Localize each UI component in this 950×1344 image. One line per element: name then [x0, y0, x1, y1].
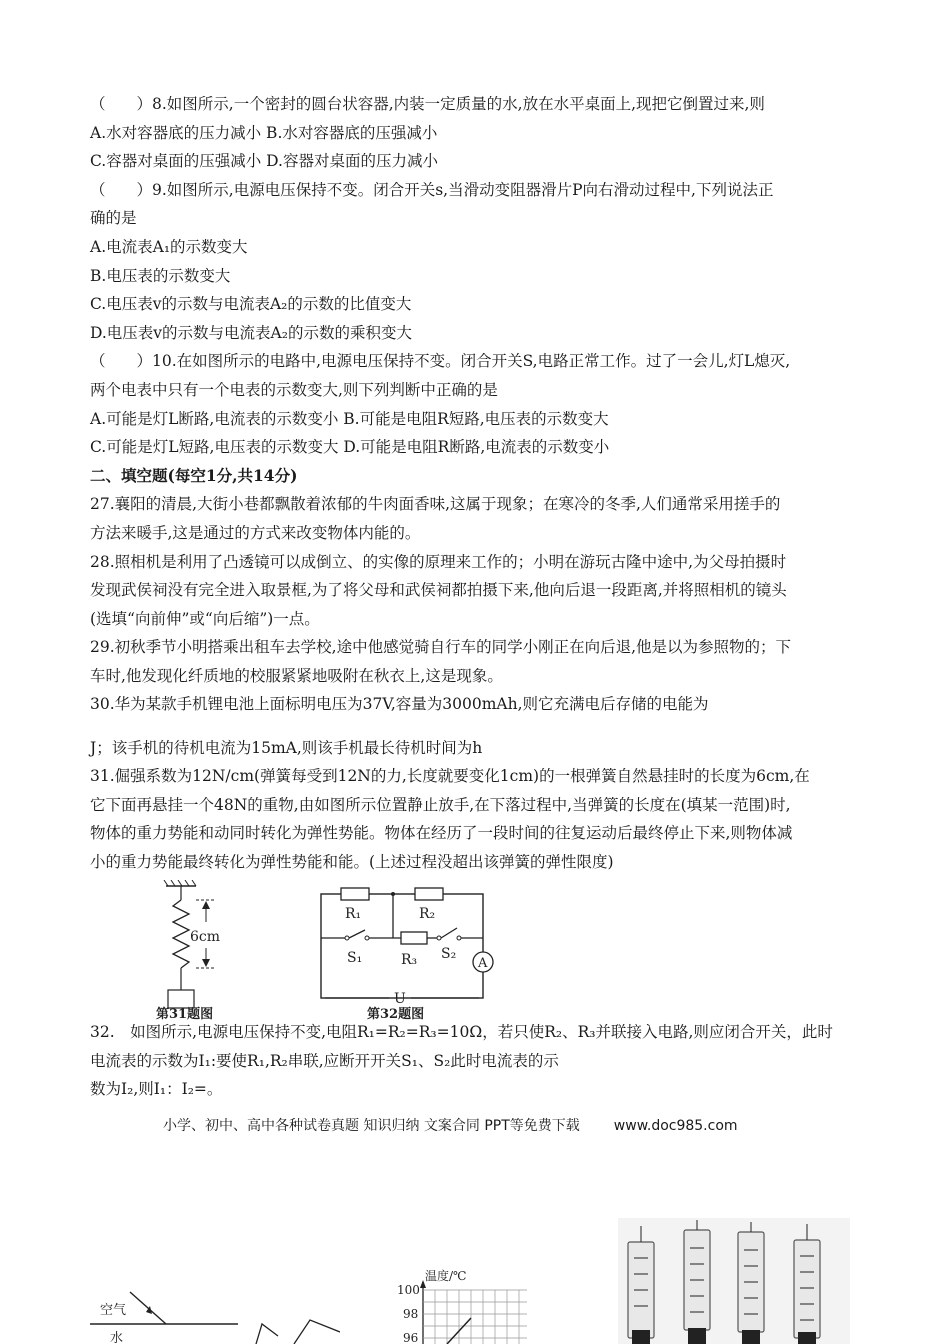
q8-options-cd: C.容器对桌面的压强减小 D.容器对桌面的压力减小 — [90, 152, 438, 170]
temperature-graph — [395, 1268, 535, 1344]
q10-options-cd: C.可能是灯L短路,电压表的示数变大 D.可能是电阻R断路,电流表的示数变小 — [90, 438, 610, 456]
q9-option-b: B.电压表的示数变大 — [90, 267, 231, 285]
r1-label: R₁ — [345, 906, 362, 922]
q10-stem-line1: （ ）10.在如图所示的电路中,电源电压保持不变。闭合开关S,电路正常工作。过了一会儿,灯L熄灭, — [90, 352, 791, 370]
q31-line2: 它下面再悬挂一个48N的重物,由如图所示位置静止放手,在下落过程中,当弹簧的长度在(填某一范围)时, — [90, 796, 791, 814]
refraction-figure — [90, 1280, 340, 1344]
q32-line3: 数为I₂,则I₁：I₂=。 — [90, 1080, 223, 1098]
s1-label: S₁ — [347, 950, 363, 966]
section-heading: 二、填空题(每空1分,共14分) — [90, 466, 298, 485]
voltage-label: U — [394, 991, 406, 1007]
fig31-caption: 第31题图 — [156, 1007, 214, 1020]
q9-option-a: A.电流表A₁的示数变大 — [90, 238, 248, 256]
footer-text: 小学、初中、高中各种试卷真题 知识归纳 文案合同 PPT等免费下载 — [163, 1118, 580, 1134]
air-label: 空气 — [100, 1303, 127, 1318]
r2-label: R₂ — [419, 906, 436, 922]
graph-ylabel: 温度/℃ — [425, 1269, 467, 1283]
spring-length-label: 6cm — [190, 929, 221, 945]
q32-line2: 电流表的示数为I₁:要使R₁,R₂串联,应断开开关S₁、S₂此时电流表的示 — [90, 1052, 559, 1070]
q31-line1: 31.倔强系数为12N/cm(弹簧每受到12N的力,长度就要变化1cm)的一根弹簧自然悬挂时的长度为6cm,在 — [90, 767, 810, 785]
fig32-caption: 第32题图 — [367, 1007, 425, 1022]
q10-options-ab: A.可能是灯L断路,电流表的示数变小 B.可能是电阻R短路,电压表的示数变大 — [90, 410, 609, 428]
q9-stem-line2: 确的是 — [90, 209, 137, 227]
q28-line1: 28.照相机是利用了凸透镜可以成倒立、的实像的原理来工作的；小明在游玩古隆中途中,为父母拍摄时 — [90, 553, 787, 571]
q28-line2: 发现武侯祠没有完全进入取景框,为了将父母和武侯祠都拍摄下来,他向后退一段距离,并将照相机的镜头 — [90, 581, 787, 599]
q9-option-c: C.电压表v的示数与电流表A₂的示数的比值变大 — [90, 295, 412, 313]
spring-figure — [140, 880, 250, 1020]
water-label: 水 — [110, 1331, 124, 1344]
tick-98: 98 — [403, 1307, 419, 1321]
spring-scale-figure — [618, 1218, 850, 1344]
q8-stem: （ ）8.如图所示,一个密封的圆台状容器,内装一定质量的水,放在水平桌面上,现把它倒置过来,则 — [90, 95, 765, 113]
q8-options-ab: A.水对容器底的压力减小 B.水对容器底的压强减小 — [90, 124, 438, 142]
q31-line3: 物体的重力势能和动同时转化为弹性势能。物体在经历了一段时间的往复运动后最终停止下来,则物体减 — [90, 824, 793, 842]
q32-line1: 32. 如图所示,电源电压保持不变,电阻R₁=R₂=R₃=10Ω，若只使R₂、R₃并联接入电路,则应闭合开关，此时 — [90, 1023, 833, 1041]
q29-line1: 29.初秋季节小明搭乘出租车去学校,途中他感觉骑自行车的同学小刚正在向后退,他是以为参照物的；下 — [90, 638, 792, 656]
q31-line4: 小的重力势能最终转化为弹性势能和能。(上述过程没超出该弹簧的弹性限度) — [90, 853, 614, 871]
q27-line2: 方法来暖手,这是通过的方式来改变物体内能的。 — [90, 524, 421, 542]
q30-line2: J；该手机的待机电流为15mA,则该手机最长待机时间为h — [90, 739, 483, 757]
q9-stem-line1: （ ）9.如图所示,电源电压保持不变。闭合开关s,当滑动变阻器滑片P向右滑动过程中,下列说法正 — [90, 181, 774, 199]
circuit-figure — [315, 882, 505, 1022]
q29-line2: 车时,他发现化纤质地的校服紧紧地吸附在秋衣上,这是现象。 — [90, 667, 503, 685]
r3-label: R₃ — [401, 952, 418, 968]
s2-label: S₂ — [441, 946, 457, 962]
q10-stem-line2: 两个电表中只有一个电表的示数变大,则下列判断中正确的是 — [90, 381, 498, 399]
footer-url[interactable]: www.doc985.com — [613, 1118, 738, 1134]
ammeter-label: A — [478, 956, 488, 971]
q9-option-d: D.电压表v的示数与电流表A₂的示数的乘积变大 — [90, 324, 412, 342]
q28-line3: (选填“向前伸”或“向后缩”)一点。 — [90, 610, 320, 628]
tick-100: 100 — [397, 1283, 420, 1297]
footer-banner — [163, 1115, 738, 1135]
q30-line1: 30.华为某款手机锂电池上面标明电压为37V,容量为3000mAh,则它充满电后存储的电能为 — [90, 695, 709, 713]
tick-96: 96 — [403, 1331, 419, 1344]
q27-line1: 27.襄阳的清晨,大街小巷都飘散着浓郁的牛肉面香味,这属于现象；在寒冷的冬季,人们通常采用搓手的 — [90, 495, 781, 513]
